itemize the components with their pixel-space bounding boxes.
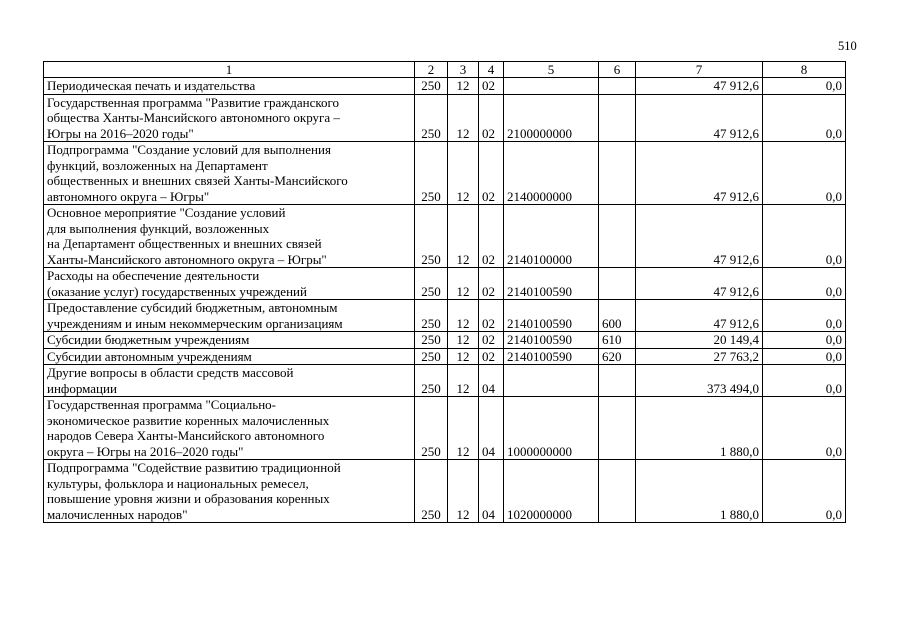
cell-col8: 0,0 [763, 300, 846, 332]
page-number: 510 [838, 39, 857, 53]
cell-col5: 2140100590 [504, 348, 599, 365]
cell-col4: 02 [479, 94, 504, 142]
cell-col2: 250 [415, 78, 448, 95]
cell-col7: 47 912,6 [636, 205, 763, 268]
cell-col6 [599, 142, 636, 205]
cell-col6: 600 [599, 300, 636, 332]
row-name-cell: Другие вопросы в области средств массовой информации [44, 365, 415, 397]
cell-col8: 0,0 [763, 268, 846, 300]
cell-col3: 12 [448, 78, 479, 95]
row-name-cell: Периодическая печать и издательства [44, 78, 415, 95]
row-name-cell: Субсидии бюджетным учреждениям [44, 332, 415, 349]
cell-col2: 250 [415, 348, 448, 365]
row-name-cell: Предоставление субсидий бюджетным, автономным учреждениям и иным некоммерческим организациям [44, 300, 415, 332]
row-name-cell: Подпрограмма "Содействие развитию традиционной культуры, фольклора и национальных ремесел, повышение уровня жизни и образования коренных малочисленных народов" [44, 460, 415, 523]
cell-col6 [599, 460, 636, 523]
cell-col6 [599, 397, 636, 460]
header-cell: 8 [763, 62, 846, 78]
cell-col4: 02 [479, 78, 504, 95]
cell-col2: 250 [415, 142, 448, 205]
table-header-row [44, 62, 846, 78]
cell-col4: 02 [479, 300, 504, 332]
cell-col8: 0,0 [763, 78, 846, 95]
header-cell: 2 [415, 62, 448, 78]
cell-col7: 1 880,0 [636, 460, 763, 523]
table-row [44, 332, 846, 349]
cell-col4: 02 [479, 205, 504, 268]
cell-col4: 02 [479, 348, 504, 365]
cell-col6 [599, 94, 636, 142]
cell-col3: 12 [448, 300, 479, 332]
cell-col8: 0,0 [763, 365, 846, 397]
cell-col7: 20 149,4 [636, 332, 763, 349]
header-cell: 6 [599, 62, 636, 78]
header-cell: 7 [636, 62, 763, 78]
table-row [44, 142, 846, 205]
cell-col3: 12 [448, 205, 479, 268]
cell-col3: 12 [448, 268, 479, 300]
cell-col4: 02 [479, 268, 504, 300]
cell-col7: 47 912,6 [636, 268, 763, 300]
cell-col3: 12 [448, 142, 479, 205]
cell-col5 [504, 78, 599, 95]
cell-col3: 12 [448, 460, 479, 523]
cell-col5: 2140100590 [504, 300, 599, 332]
cell-col4: 02 [479, 332, 504, 349]
row-name-cell: Государственная программа "Развитие гражданского общества Ханты-Мансийского автономного округа – Югры на 2016–2020 годы" [44, 94, 415, 142]
cell-col6 [599, 268, 636, 300]
cell-col8: 0,0 [763, 205, 846, 268]
table-row [44, 205, 846, 268]
header-cell: 3 [448, 62, 479, 78]
cell-col7: 1 880,0 [636, 397, 763, 460]
cell-col2: 250 [415, 94, 448, 142]
row-name-cell: Субсидии автономным учреждениям [44, 348, 415, 365]
row-name-cell: Основное мероприятие "Создание условий для выполнения функций, возложенных на Департамент общественных и внешних связей Ханты-Мансийского автономного округа – Югры" [44, 205, 415, 268]
cell-col3: 12 [448, 397, 479, 460]
cell-col8: 0,0 [763, 332, 846, 349]
cell-col2: 250 [415, 268, 448, 300]
cell-col7: 27 763,2 [636, 348, 763, 365]
budget-table [43, 61, 846, 523]
cell-col5: 2140100590 [504, 268, 599, 300]
table-row [44, 78, 846, 95]
cell-col3: 12 [448, 348, 479, 365]
table-row [44, 94, 846, 142]
cell-col3: 12 [448, 365, 479, 397]
row-name-cell: Подпрограмма "Создание условий для выполнения функций, возложенных на Департамент общественных и внешних связей Ханты-Мансийского автономного округа – Югры" [44, 142, 415, 205]
cell-col4: 04 [479, 365, 504, 397]
header-cell: 1 [44, 62, 415, 78]
cell-col2: 250 [415, 205, 448, 268]
cell-col6 [599, 365, 636, 397]
cell-col7: 47 912,6 [636, 94, 763, 142]
cell-col8: 0,0 [763, 397, 846, 460]
cell-col8: 0,0 [763, 142, 846, 205]
header-cell: 5 [504, 62, 599, 78]
cell-col7: 47 912,6 [636, 300, 763, 332]
table-row [44, 348, 846, 365]
table-row [44, 300, 846, 332]
cell-col5: 2140100000 [504, 205, 599, 268]
cell-col3: 12 [448, 94, 479, 142]
cell-col5: 1020000000 [504, 460, 599, 523]
cell-col6 [599, 78, 636, 95]
cell-col4: 02 [479, 142, 504, 205]
cell-col5: 2100000000 [504, 94, 599, 142]
header-cell: 4 [479, 62, 504, 78]
table-row [44, 365, 846, 397]
cell-col2: 250 [415, 332, 448, 349]
cell-col6: 610 [599, 332, 636, 349]
cell-col4: 04 [479, 397, 504, 460]
table-row [44, 268, 846, 300]
cell-col7: 373 494,0 [636, 365, 763, 397]
cell-col8: 0,0 [763, 94, 846, 142]
cell-col5: 2140100590 [504, 332, 599, 349]
cell-col2: 250 [415, 397, 448, 460]
cell-col8: 0,0 [763, 348, 846, 365]
cell-col2: 250 [415, 300, 448, 332]
cell-col2: 250 [415, 460, 448, 523]
row-name-cell: Государственная программа "Социально- экономическое развитие коренных малочисленных народов Севера Ханты-Мансийского автономного округа – Югры на 2016–2020 годы" [44, 397, 415, 460]
cell-col5: 2140000000 [504, 142, 599, 205]
cell-col7: 47 912,6 [636, 142, 763, 205]
cell-col2: 250 [415, 365, 448, 397]
row-name-cell: Расходы на обеспечение деятельности (оказание услуг) государственных учреждений [44, 268, 415, 300]
cell-col6 [599, 205, 636, 268]
cell-col3: 12 [448, 332, 479, 349]
table-row [44, 397, 846, 460]
cell-col7: 47 912,6 [636, 78, 763, 95]
cell-col4: 04 [479, 460, 504, 523]
cell-col5 [504, 365, 599, 397]
cell-col8: 0,0 [763, 460, 846, 523]
cell-col6: 620 [599, 348, 636, 365]
table-row [44, 460, 846, 523]
cell-col5: 1000000000 [504, 397, 599, 460]
